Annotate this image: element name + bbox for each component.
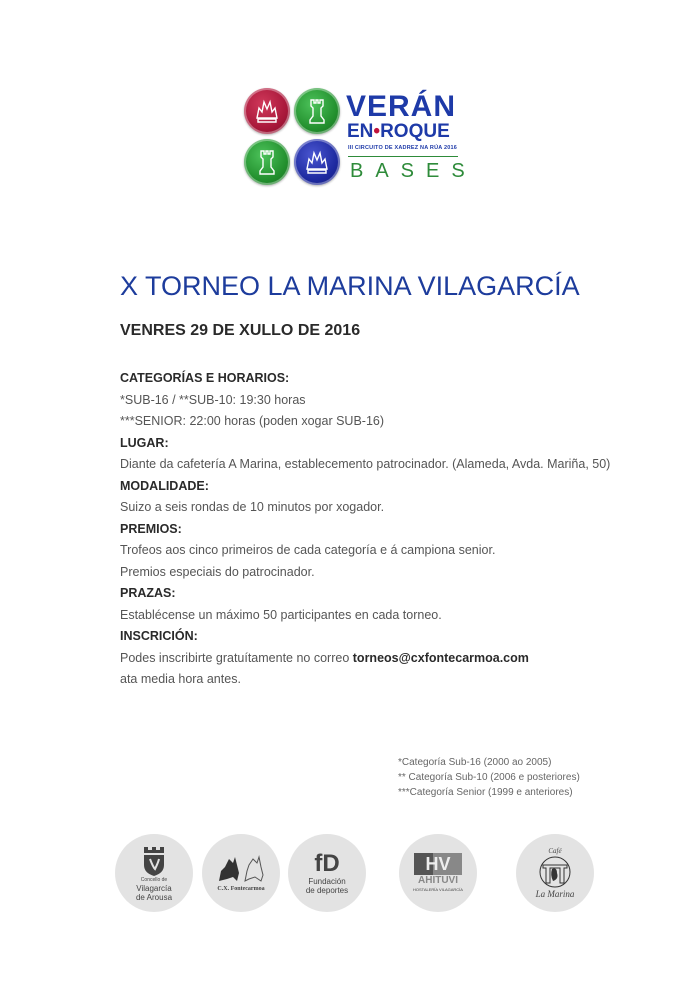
sponsor-fundacion-deportes xyxy=(288,834,366,912)
logo-subtitle-roque: ROQUE xyxy=(380,121,450,142)
categorias-line-1: *SUB-16 / **SUB-10: 19:30 horas xyxy=(120,392,306,407)
heading-premios: PREMIOS: xyxy=(120,521,182,536)
cafe-emblem-icon xyxy=(535,855,575,889)
inscricion-text: Podes inscribirte gratuítamente no correo xyxy=(120,650,353,665)
categorias-line-2: ***SENIOR: 22:00 horas (poden xogar SUB-16) xyxy=(120,414,385,428)
badge-blue-queen xyxy=(294,139,340,185)
badge-green-rook xyxy=(294,88,340,134)
logo-bases: BASES xyxy=(350,160,477,182)
queen-crown-icon xyxy=(302,147,332,177)
fd-mark-icon: fD xyxy=(314,850,340,877)
logo-tagline: III CIRCUITO DE XADREZ NA RÚA 2016 xyxy=(348,145,457,151)
sponsor-line1: Fundación xyxy=(308,877,346,886)
logo-title: VERÁN xyxy=(346,90,457,123)
premios-line-1: Trofeos aos cinco primeiros de cada categoría e á campiona senior. xyxy=(120,543,496,557)
event-details xyxy=(120,368,680,691)
sponsor-line2: La Marina xyxy=(535,889,575,899)
lugar-line-1: Diante da cafetería A Marina, establecemento patrocinador. (Alameda, Avda. Mariña, 50) xyxy=(120,457,611,471)
hv-mark-icon: HV xyxy=(414,853,462,875)
queen-crown-icon xyxy=(252,96,282,126)
page-title: X TORNEO LA MARINA VILAGARCÍA xyxy=(120,271,580,301)
premios-line-2: Premios especiais do patrocinador. xyxy=(120,564,315,579)
sponsor-cafe-la-marina xyxy=(516,834,594,912)
sponsor-line1: Vilagarcía xyxy=(136,883,172,893)
inscricion-line-2: ata media hora antes. xyxy=(120,672,241,686)
sponsor-line2: de Arousa xyxy=(135,892,173,902)
heading-lugar: LUGAR: xyxy=(120,435,169,450)
heading-categorias: CATEGORÍAS E HORARIOS: xyxy=(120,371,290,385)
category-footnotes xyxy=(398,755,580,800)
sponsor-ahituvi xyxy=(399,834,477,912)
sponsor-cx-fontecarmoa xyxy=(202,834,280,912)
inscricion-email-link[interactable]: torneos@cxfontecarmoa.com xyxy=(352,650,529,665)
badge-red-queen xyxy=(244,88,290,134)
inscricion-line-1 xyxy=(120,648,680,670)
footnote-sub10: ** Categoría Sub-10 (2006 e posteriores) xyxy=(398,772,580,783)
logo-subtitle-en: EN xyxy=(347,121,374,142)
rook-icon xyxy=(252,147,282,177)
footnote-senior: ***Categoría Senior (1999 e anteriores) xyxy=(398,787,573,798)
prazas-line-1: Establécense un máximo 50 participantes en cada torneo. xyxy=(120,607,442,622)
shield-icon xyxy=(141,845,167,877)
heading-inscricion: INSCRICIÓN: xyxy=(120,629,198,643)
sponsor-line2: de deportes xyxy=(305,886,349,895)
sponsor-small-text: HOSTALERÍA VILAGARCÍA xyxy=(413,887,463,892)
modalidade-line-1: Suizo a seis rondas de 10 minutos por xogador. xyxy=(120,500,385,514)
heading-prazas: PRAZAS: xyxy=(120,586,176,600)
knights-icon xyxy=(215,853,267,885)
sponsor-line1: Café xyxy=(548,847,562,855)
rook-icon xyxy=(302,96,332,126)
sponsor-concello-vilagarcia xyxy=(115,834,193,912)
footnote-sub16: *Categoría Sub-16 (2000 ao 2005) xyxy=(398,757,552,768)
logo-subtitle xyxy=(347,122,450,142)
sponsor-small-text: Concello de xyxy=(140,876,168,883)
sponsor-line1: C.X. Fontecarmoa xyxy=(217,885,265,892)
event-date: VENRES 29 DE XULLO DE 2016 xyxy=(120,322,361,339)
badge-green-rook-2 xyxy=(244,139,290,185)
sponsor-line1: AHITUVI xyxy=(418,875,458,886)
heading-modalidade: MODALIDADE: xyxy=(120,478,209,493)
logo-divider xyxy=(348,156,458,157)
logo-subtitle-dot: • xyxy=(373,121,381,142)
